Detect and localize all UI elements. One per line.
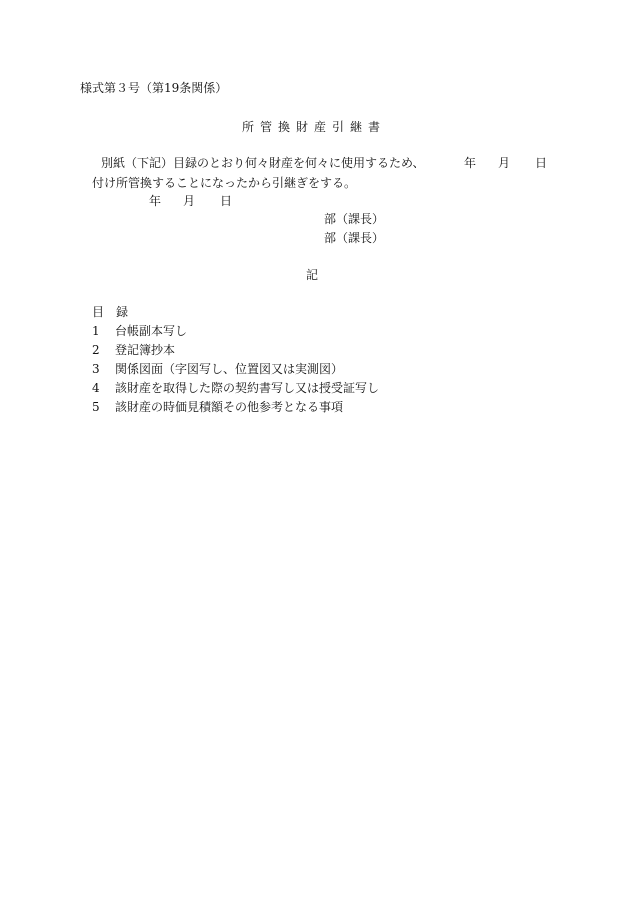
ki-heading: 記 bbox=[306, 268, 319, 282]
document-title: 所管換財産引継書 bbox=[242, 120, 387, 134]
inline-date-day: 日 bbox=[535, 156, 548, 170]
signature-date-month: 月 bbox=[183, 194, 196, 208]
list-heading: 目 録 bbox=[92, 305, 129, 319]
signature-date-day: 日 bbox=[220, 194, 233, 208]
form-number: 様式第３号（第19条関係） bbox=[80, 81, 228, 95]
body-line-1: 別紙（下記）目録のとおり何々財産を何々に使用するため、 bbox=[101, 156, 425, 170]
list-item-number: 5 bbox=[92, 400, 100, 414]
list-item-number: 4 bbox=[92, 381, 100, 395]
list-item bbox=[92, 382, 379, 401]
inline-date-month: 月 bbox=[498, 156, 511, 170]
list-item-number: 3 bbox=[92, 362, 100, 376]
document-list bbox=[92, 325, 379, 420]
body-line-2: 付け所管換することになったから引継ぎをする。 bbox=[92, 176, 357, 190]
list-item bbox=[92, 325, 379, 344]
inline-date bbox=[464, 157, 547, 169]
list-item bbox=[92, 401, 379, 420]
list-item-number: 2 bbox=[92, 343, 100, 357]
list-item-text: 登記簿抄本 bbox=[115, 343, 176, 357]
list-item-text: 該財産の時価見積額その他参考となる事項 bbox=[115, 400, 344, 414]
list-item bbox=[92, 344, 379, 363]
inline-date-year: 年 bbox=[464, 156, 477, 170]
list-item-text: 台帳副本写し bbox=[115, 324, 188, 338]
list-item bbox=[92, 363, 379, 382]
list-item-number: 1 bbox=[92, 324, 100, 338]
list-item-text: 関係図面（字図写し、位置図又は実測図） bbox=[115, 362, 344, 376]
department-line-1: 部（課長） bbox=[324, 212, 385, 226]
signature-date-year: 年 bbox=[149, 194, 162, 208]
list-item-text: 該財産を取得した際の契約書写し又は授受証写し bbox=[115, 381, 380, 395]
signature-date bbox=[149, 195, 232, 207]
department-line-2: 部（課長） bbox=[324, 231, 385, 245]
